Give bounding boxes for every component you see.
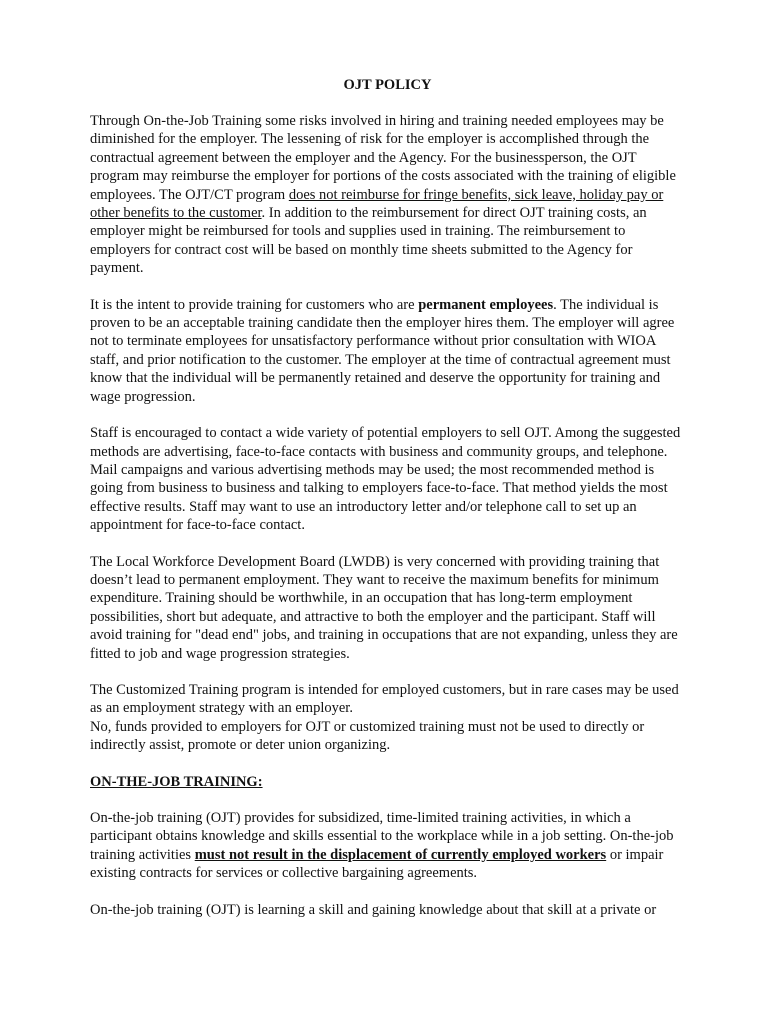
paragraph-union-organizing: No, funds provided to employers for OJT or customized training must not be used to directly or indirectly assist, promote or deter union organizing. [90, 718, 645, 754]
paragraph-ojt-learning: On-the-job training (OJT) is learning a skill and gaining knowledge about that skill at a private or [90, 901, 657, 918]
paragraph-reimbursement [90, 112, 685, 278]
paragraph-permanent-employees [90, 296, 685, 406]
paragraph-text: It is the intent to provide training for customers who are [90, 296, 419, 313]
paragraph-text: or impair existing contracts for services or collective bargaining agreements. [90, 846, 664, 882]
bold-text: permanent employees [418, 296, 554, 313]
underlined-text: does not reimburse for fringe benefits, sick leave, holiday pay or other benefits to the customer [90, 186, 664, 222]
paragraph-text: On-the-job training (OJT) provides for subsidized, time-limited training activities, in which a participant obtains knowledge and skills essential to the workplace while in a job setting. On-the-job training activities [90, 810, 674, 863]
paragraph-text: . In addition to the reimbursement for direct OJT training costs, an employer might be reimbursed for tools and supplies used in training. The reimbursement to employers for contract cost will be based on monthly time sheets submitted to the Agency for payment. [90, 205, 647, 277]
document-title: OJT POLICY [343, 77, 432, 93]
bold-underlined-text: must not result in the displacement of currently employed workers [194, 846, 607, 863]
document-page [90, 76, 685, 937]
section-heading: ON-THE-JOB TRAINING: [90, 773, 263, 790]
paragraph-text: Through On-the-Job Training some risks involved in hiring and training needed employees may be diminished for the employer. The lessening of risk for the employer is accomplished through the contractual agreement between the employer and the Agency. For the businessperson, the OJT program may reimburse the employer for portions of the costs associated with the training of eligible employees. The OJT/CT program [90, 113, 676, 203]
paragraph-customized-training: The Customized Training program is intended for employed customers, but in rare cases may be used as an employment strategy with an employer. [90, 681, 679, 717]
paragraph-staff-outreach: Staff is encouraged to contact a wide variety of potential employers to sell OJT. Among the suggested methods are advertising, face-to-face contacts with business and community groups, and telephone. Mail campaigns and various advertising methods may be used; the most recommended method is going from business to business and talking to employers face-to-face. That method yields the most effective results. Staff may want to use an introductory letter and/or telephone call to set up an appointment for face-to-face contact. [90, 425, 681, 534]
paragraph-ojt-definition [90, 809, 685, 883]
paragraph-lwdb: The Local Workforce Development Board (LWDB) is very concerned with providing training that doesn’t lead to permanent employment. They want to receive the maximum benefits for minimum expenditure. Training should be worthwhile, in an occupation that has long-term employment possibilities, short but adequate, and attractive to both the employer and the participant. Staff will avoid training for "dead end" jobs, and training in occupations that are not expanding, unless they are fitted to job and wage progression strategies. [90, 553, 678, 662]
paragraph-text: . The individual is proven to be an acceptable training candidate then the employer hires them. The employer will agree not to terminate employees for unsatisfactory performance without prior consultation with WIOA staff, and prior notification to the customer. The employer at the time of contractual agreement must know that the individual will be permanently retained and deserve the opportunity for training and wage progression. [90, 296, 675, 405]
